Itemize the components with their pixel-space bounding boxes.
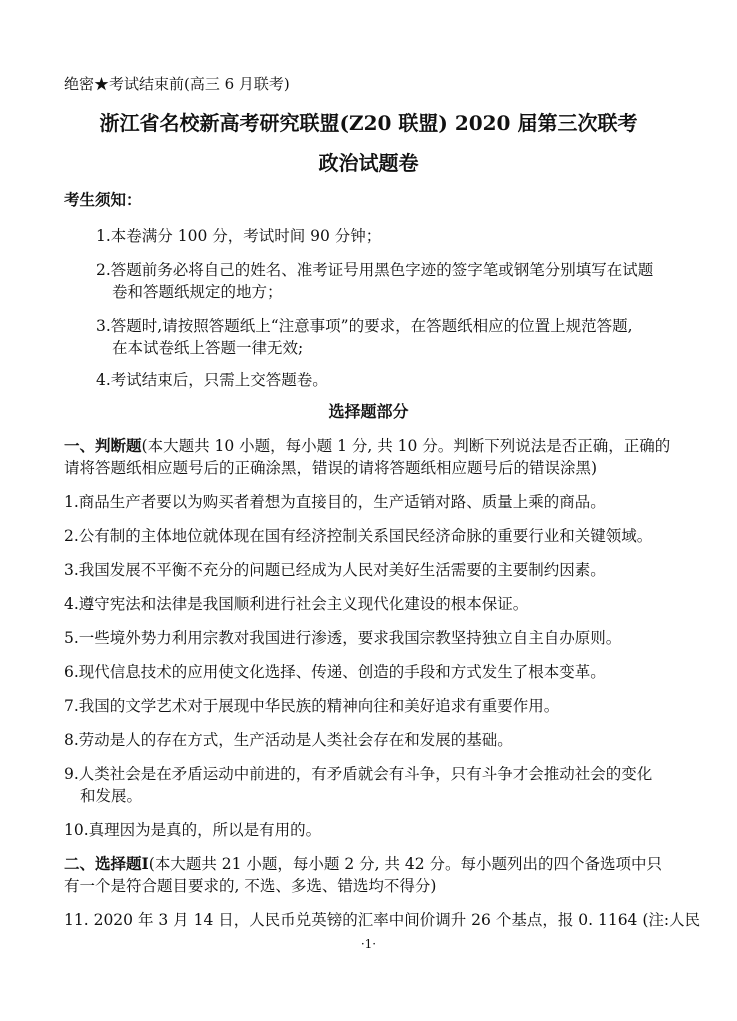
question: 7.我国的文学艺术对于展现中华民族的精神向往和美好追求有重要作用。 bbox=[64, 697, 560, 715]
question-continued: 和发展。 bbox=[80, 787, 143, 805]
question: 3.我国发展不平衡不充分的问题已经成为人民对美好生活需要的主要制约因素。 bbox=[64, 561, 606, 579]
exam-subtitle: 政治试题卷 bbox=[318, 151, 419, 175]
confidential-note: 绝密★考试结束前(高三 6 月联考) bbox=[64, 75, 290, 93]
question: 8.劳动是人的存在方式，生产活动是人类社会存在和发展的基础。 bbox=[64, 731, 513, 749]
section1-title-line2: 请将答题纸相应题号后的正确涂黑，错误的请将答题纸相应题号后的错误涂黑) bbox=[64, 459, 598, 477]
section1-title bbox=[64, 436, 701, 456]
question: 2.公有制的主体地位就体现在国有经济控制关系国民经济命脉的重要行业和关键领域。 bbox=[64, 527, 653, 545]
exam-title: 浙江省名校新高考研究联盟(Z20 联盟) 2020 届第三次联考 bbox=[99, 111, 638, 135]
notice-item-continued: 卷和答题纸规定的地方； bbox=[112, 283, 283, 301]
section2-title-line2: 有一个是符合题目要求的, 不选、多选、错选均不得分) bbox=[64, 877, 437, 895]
question: 10.真理因为是真的，所以是有用的。 bbox=[64, 821, 322, 839]
notice-item: 3.答题时,请按照答题纸上“注意事项”的要求，在答题纸相应的位置上规范答题, bbox=[96, 317, 633, 335]
part-heading: 选择题部分 bbox=[328, 402, 409, 421]
notice-item: 1.本卷满分 100 分，考试时间 90 分钟； bbox=[96, 227, 382, 245]
section2-title bbox=[64, 854, 701, 874]
question: 9.人类社会是在矛盾运动中前进的，有矛盾就会有斗争，只有斗争才会推动社会的变化 bbox=[64, 765, 653, 783]
question: 1.商品生产者要以为购买者着想为直接目的，生产适销对路、质量上乘的商品。 bbox=[64, 493, 606, 511]
question: 6.现代信息技术的应用使文化选择、传递、创造的手段和方式发生了根本变革。 bbox=[64, 663, 606, 681]
notice-item-continued: 在本试卷纸上答题一律无效; bbox=[112, 339, 304, 357]
notice-item: 4.考试结束后，只需上交答题卷。 bbox=[96, 371, 328, 389]
notice-item: 2.答题前务必将自己的姓名、准考证号用黑色字迹的签字笔或钢笔分别填写在试题 bbox=[96, 261, 654, 279]
section2-title-rest: (本大题共 21 小题，每小题 2 分, 共 42 分。每小题列出的四个备选项中只 bbox=[148, 855, 663, 873]
section1-title-rest: (本大题共 10 小题，每小题 1 分, 共 10 分。判断下列说法是否正确，正确的 bbox=[141, 437, 671, 455]
question: 4.遵守宪法和法律是我国顺利进行社会主义现代化建设的根本保证。 bbox=[64, 595, 529, 613]
question: 5.一些境外势力利用宗教对我国进行渗透，要求我国宗教坚持独立自主自办原则。 bbox=[64, 629, 622, 647]
question: 11. 2020 年 3 月 14 日，人民币兑英镑的汇率中间价调升 26 个基点，报 0. 1164 (注:人民 bbox=[64, 911, 701, 929]
section1-title-bold: 一、判断题 bbox=[64, 436, 142, 455]
notice-heading: 考生须知： bbox=[64, 190, 142, 209]
section2-title-bold: 二、选择题Ⅰ bbox=[64, 854, 149, 873]
page-number: ·1· bbox=[360, 937, 377, 951]
